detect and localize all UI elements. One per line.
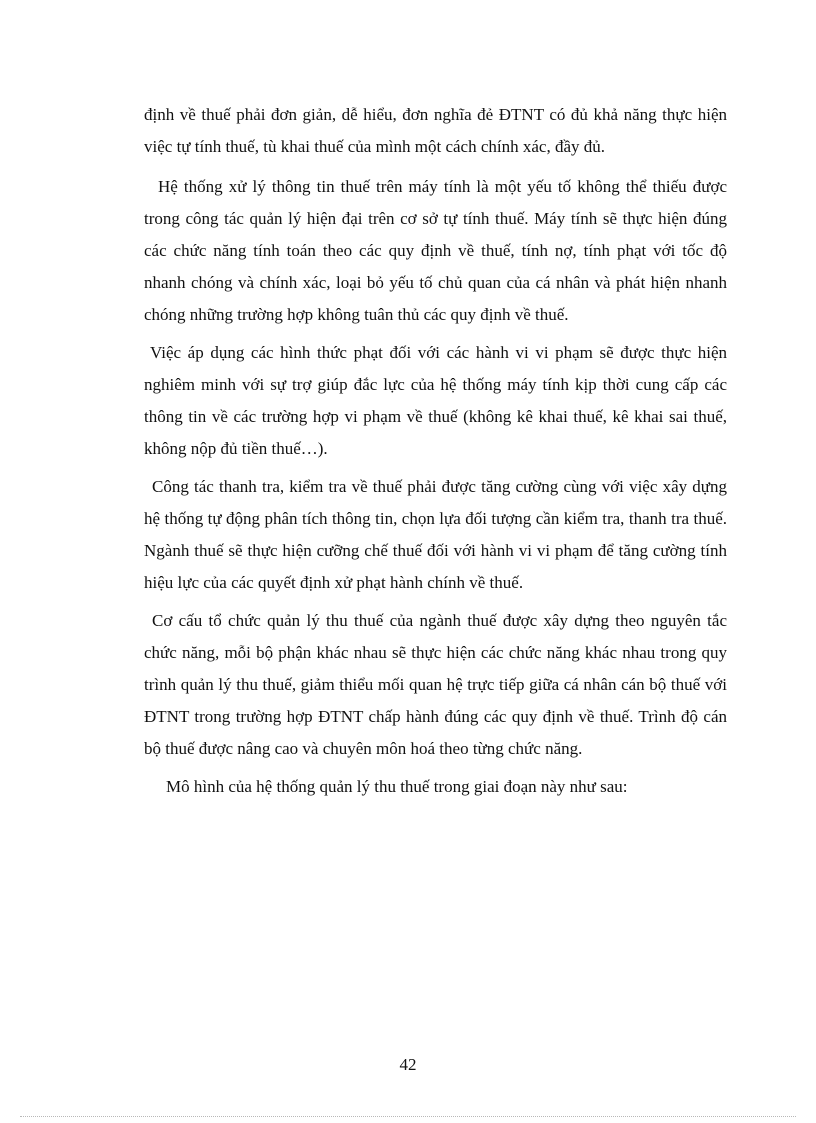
paragraph-4: Công tác thanh tra, kiểm tra về thuế phải được tăng cường cùng với việc xây dựng hệ thống tự động phân tích thông tin, chọn lựa đối tượng cần kiểm tra, thanh tra thuế. Ngành thuế sẽ thực hiện cưỡng chế thuế đối với hành vi vi phạm để tăng cường tính hiệu lực của các quyết định xử phạt hành chính về thuế. — [144, 477, 727, 592]
paragraph-6: Mô hình của hệ thống quản lý thu thuế trong giai đoạn này như sau: — [166, 777, 628, 796]
paragraph-5: Cơ cấu tổ chức quản lý thu thuế của ngành thuế được xây dựng theo nguyên tắc chức năng, mỗi bộ phận khác nhau sẽ thực hiện các chức năng khác nhau trong quy trình quản lý thu thuế, giảm thiểu mối quan hệ trực tiếp giữa cá nhân cán bộ thuế với ĐTNT trong trường hợp ĐTNT chấp hành đúng các quy định về thuế. Trình độ cán bộ thuế được nâng cao và chuyên môn hoá theo từng chức năng. — [144, 611, 727, 758]
paragraph-2: Hệ thống xử lý thông tin thuế trên máy tính là một yếu tố không thể thiếu được trong công tác quản lý hiện đại trên cơ sở tự tính thuế. Máy tính sẽ thực hiện đúng các chức năng tính toán theo các quy định về thuế, tính nợ, tính phạt với tốc độ nhanh chóng và chính xác, loại bỏ yếu tố chủ quan của cá nhân và phát hiện nhanh chóng những trường hợp không tuân thủ các quy định về thuế. — [144, 177, 727, 324]
page-number: 42 — [399, 1055, 417, 1074]
paragraph-1: định về thuế phải đơn giản, dễ hiểu, đơn nghĩa đẻ ĐTNT có đủ khả năng thực hiện việc tự tính thuế, tù khai thuế của mình một cách chính xác, đầy đủ. — [144, 105, 727, 156]
paragraph-3: Việc áp dụng các hình thức phạt đối với các hành vi vi phạm sẽ được thực hiện nghiêm minh với sự trợ giúp đắc lực của hệ thống máy tính kịp thời cung cấp các thông tin về các trường hợp vi phạm về thuế (không kê khai thuế, kê khai sai thuế, không nộp đủ tiền thuế…). — [144, 343, 727, 458]
page-bottom-border — [20, 1116, 796, 1117]
body-text — [144, 99, 727, 803]
